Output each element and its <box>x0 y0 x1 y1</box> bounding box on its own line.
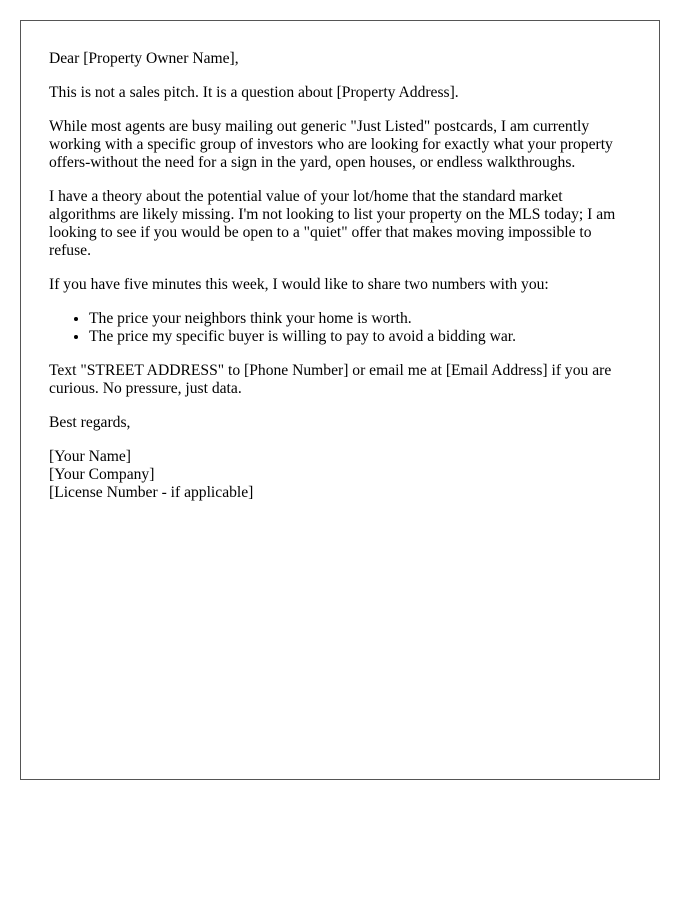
investors-paragraph: While most agents are busy mailing out generic "Just Listed" postcards, I am currently working with a specific group of investors who are looking for exactly what your property offers-without the need for a sign in the yard, open houses, or endless walkthroughs. <box>49 118 613 171</box>
salutation: Dear [Property Owner Name], <box>49 50 239 67</box>
signature-block <box>49 448 631 502</box>
signature-license: [License Number - if applicable] <box>49 484 254 501</box>
signature-company: [Your Company] <box>49 466 155 483</box>
signature-name: [Your Name] <box>49 448 132 465</box>
numbers-list <box>49 310 631 346</box>
list-item: • The price your neighbors think your home is worth. <box>89 310 631 328</box>
closing: Best regards, <box>49 414 131 431</box>
call-to-action: Text "STREET ADDRESS" to [Phone Number] or email me at [Email Address] if you are curious. No pressure, just data. <box>49 362 612 397</box>
intro-paragraph: This is not a sales pitch. It is a question about [Property Address]. <box>49 84 459 101</box>
list-item: • The price my specific buyer is willing to pay to avoid a bidding war. <box>89 328 631 346</box>
theory-paragraph: I have a theory about the potential value of your lot/home that the standard market algorithms are likely missing. I'm not looking to list your property on the MLS today; I am looking to see if you would be open to a "quiet" offer that makes moving impossible to refuse. <box>49 188 616 259</box>
letter-page <box>20 20 660 780</box>
two-numbers-paragraph: If you have five minutes this week, I would like to share two numbers with you: <box>49 276 549 293</box>
